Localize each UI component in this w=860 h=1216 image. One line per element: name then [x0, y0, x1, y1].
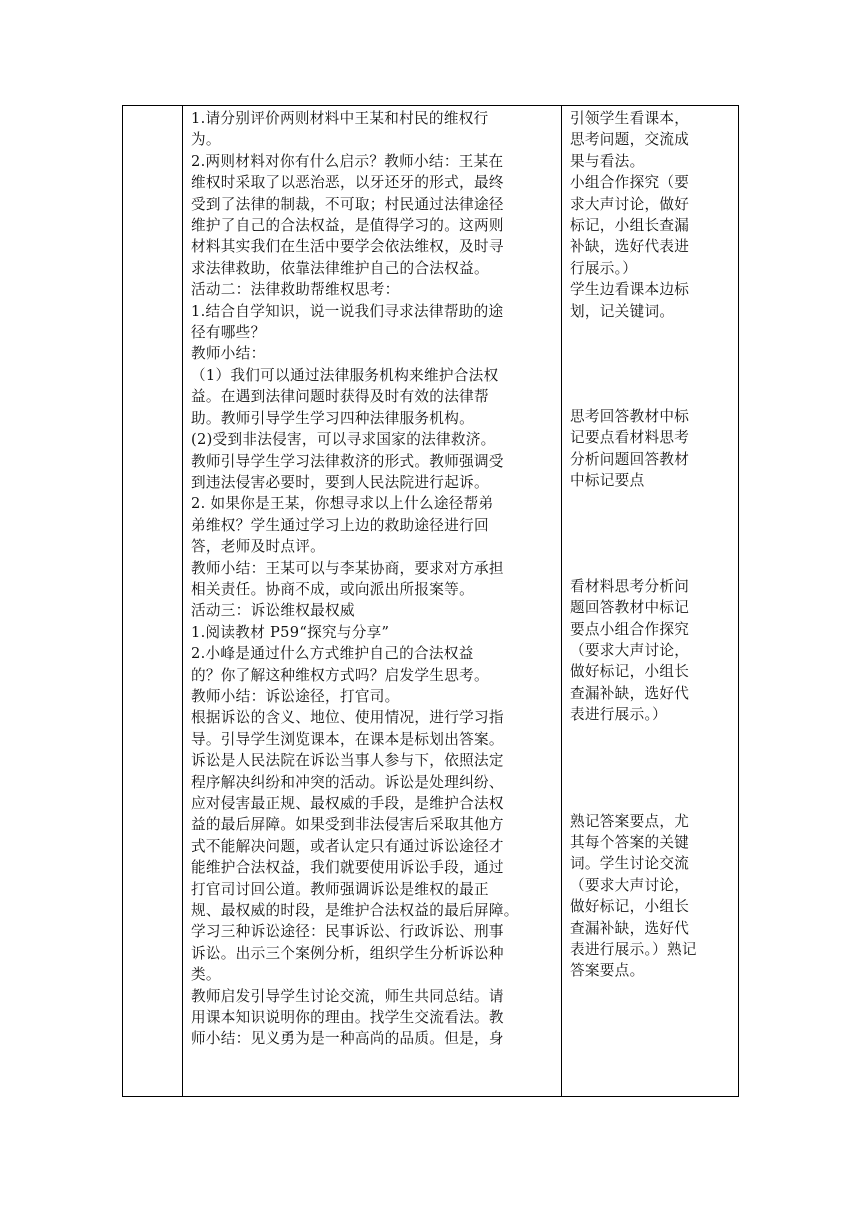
student-activity-block-4	[570, 811, 734, 982]
text-line: 求大声讨论，做好	[570, 195, 690, 213]
text-line: 2. 如果你是王某，你想寻求以上什么途径帮弟	[191, 495, 494, 513]
text-line: 用课本知识说明你的理由。找学生交流看法。教	[191, 1009, 504, 1027]
teaching-process-text	[191, 108, 557, 1050]
text-line: 维权时采取了以恶治恶，以牙还牙的形式，最终	[191, 174, 504, 192]
text-line: 行展示。）	[570, 259, 638, 277]
text-line: （1）我们可以通过法律服务机构来维护合法权	[191, 366, 499, 384]
text-line: （要求大声讨论，	[570, 876, 690, 894]
text-line: 熟记答案要点，尤	[570, 812, 690, 830]
text-line: 式不能解决问题，或者认定只有通过诉讼途径才	[191, 837, 504, 855]
student-activity-cell	[562, 106, 739, 1097]
text-line: 助。教师引导学生学习四种法律服务机构。	[191, 409, 474, 427]
text-line: 2.小峰是通过什么方式维护自己的合法权益	[191, 645, 474, 663]
text-line: 其每个答案的关键	[570, 833, 690, 851]
student-activity-block-3	[570, 576, 734, 726]
text-line: 应对侵害最正规、最权威的手段，是维护合法权	[191, 795, 504, 812]
text-line: 标记，小组长查漏	[570, 217, 690, 235]
text-line: 查漏补缺，选好代	[570, 684, 690, 702]
lesson-plan-table	[122, 105, 739, 1097]
text-line: 教师小结：诉讼途径，打官司。	[191, 687, 400, 705]
text-line: 程序解决纠纷和冲突的活动。诉讼是处理纠纷、	[191, 773, 504, 791]
text-line: 材料其实我们在生活中要学会依法维权，及时寻	[191, 238, 504, 256]
left-empty-cell	[123, 106, 183, 1097]
text-line: 学习三种诉讼途径：民事诉讼、行政诉讼、刑事	[191, 923, 504, 941]
text-line: 活动三：诉讼维权最权威	[191, 602, 355, 620]
text-line: 表进行展示。）	[570, 706, 667, 724]
text-line: 2.两则材料对你有什么启示？教师小结：王某在	[191, 152, 504, 170]
text-line: 诉讼是人民法院在诉讼当事人参与下，依照法定	[191, 752, 504, 770]
text-line: 学生边看课本边标	[570, 281, 690, 299]
text-line: 要点小组合作探究	[570, 620, 690, 638]
text-line: 答案要点。	[570, 962, 645, 980]
text-line: 求法律救助，依靠法律维护自己的合法权益。	[191, 259, 489, 277]
text-line: 表进行展示。）熟记	[570, 940, 697, 958]
text-line: 益。在遇到法律问题时获得及时有效的法律帮	[191, 388, 489, 406]
text-line: 教师启发引导学生讨论交流，师生共同总结。请	[191, 987, 504, 1005]
text-line: 打官司讨回公道。教师强调诉讼是维权的最正	[191, 880, 489, 898]
text-line: 1.结合自学知识，说一说我们寻求法律帮助的途	[191, 302, 504, 320]
text-line: 题回答教材中标记	[570, 599, 690, 617]
text-line: 1.阅读教材 P59“探究与分享”	[191, 623, 390, 641]
text-line: 词。学生讨论交流	[570, 855, 690, 873]
text-line: 活动二：法律救助帮维权思考：	[191, 281, 400, 299]
text-line: 分析问题回答教材	[570, 450, 690, 468]
text-line: 受到了法律的制裁，不可取；村民通过法律途径	[191, 195, 504, 213]
text-line: 小组合作探究（要	[570, 174, 690, 192]
text-line: 径有哪些？	[191, 324, 266, 342]
text-line: 导。引导学生浏览课本，在课本是标划出答案。	[191, 730, 504, 748]
student-activity-block-2	[570, 406, 734, 492]
text-line: 相关责任。协商不成，或向派出所报案等。	[191, 580, 474, 598]
student-activity-block-1	[570, 108, 734, 322]
text-line: 答，老师及时点评。	[191, 538, 326, 556]
text-line: 记要点看材料思考	[570, 429, 690, 447]
text-line: 的？你了解这种维权方式吗？启发学生思考。	[191, 666, 489, 684]
text-line: 思考回答教材中标	[570, 408, 690, 426]
text-line: 果与看法。	[570, 152, 645, 170]
table-row	[123, 106, 739, 1097]
text-line: 思考问题，交流成	[570, 131, 690, 149]
text-line: 维护了自己的合法权益，是值得学习的。这两则	[191, 217, 504, 235]
text-line: 划，记关键词。	[570, 302, 675, 320]
text-line: 1.请分别评价两则材料中王某和村民的维权行	[191, 110, 489, 127]
text-line: 诉讼。出示三个案例分析，组织学生分析诉讼种	[191, 944, 504, 962]
text-line: 做好标记，小组长	[570, 663, 690, 681]
text-line: 到违法侵害必要时，要到人民法院进行起诉。	[191, 473, 489, 491]
text-line: 弟维权？学生通过学习上边的救助途径进行回	[191, 516, 489, 534]
text-line: 中标记要点	[570, 472, 645, 490]
text-line: 教师小结：	[191, 345, 266, 363]
text-line: 类。	[191, 966, 221, 984]
text-line: (2)受到非法侵害，可以寻求国家的法律救济。	[191, 431, 496, 449]
teaching-process-cell	[183, 106, 562, 1097]
text-line: 师小结：见义勇为是一种高尚的品质。但是，身	[191, 1030, 504, 1048]
text-line: 查漏补缺，选好代	[570, 919, 690, 937]
text-line: 能维护合法权益，我们就要使用诉讼手段，通过	[191, 859, 504, 877]
text-line: 引领学生看课本，	[570, 110, 690, 127]
text-line: 教师引导学生学习法律救济的形式。教师强调受	[191, 452, 504, 470]
text-line: 补缺，选好代表进	[570, 238, 690, 256]
text-line: 规、最权威的时段，是维护合法权益的最后屏障。	[191, 902, 519, 920]
text-line: 根据诉讼的含义、地位、使用情况，进行学习指	[191, 709, 504, 727]
text-line: 益的最后屏障。如果受到非法侵害后采取其他方	[191, 816, 504, 834]
text-line: 教师小结：王某可以与李某协商，要求对方承担	[191, 559, 504, 577]
text-line: 做好标记，小组长	[570, 898, 690, 916]
text-line: 看材料思考分析问	[570, 577, 690, 595]
text-line: 为。	[191, 131, 221, 149]
text-line: （要求大声讨论，	[570, 641, 690, 659]
